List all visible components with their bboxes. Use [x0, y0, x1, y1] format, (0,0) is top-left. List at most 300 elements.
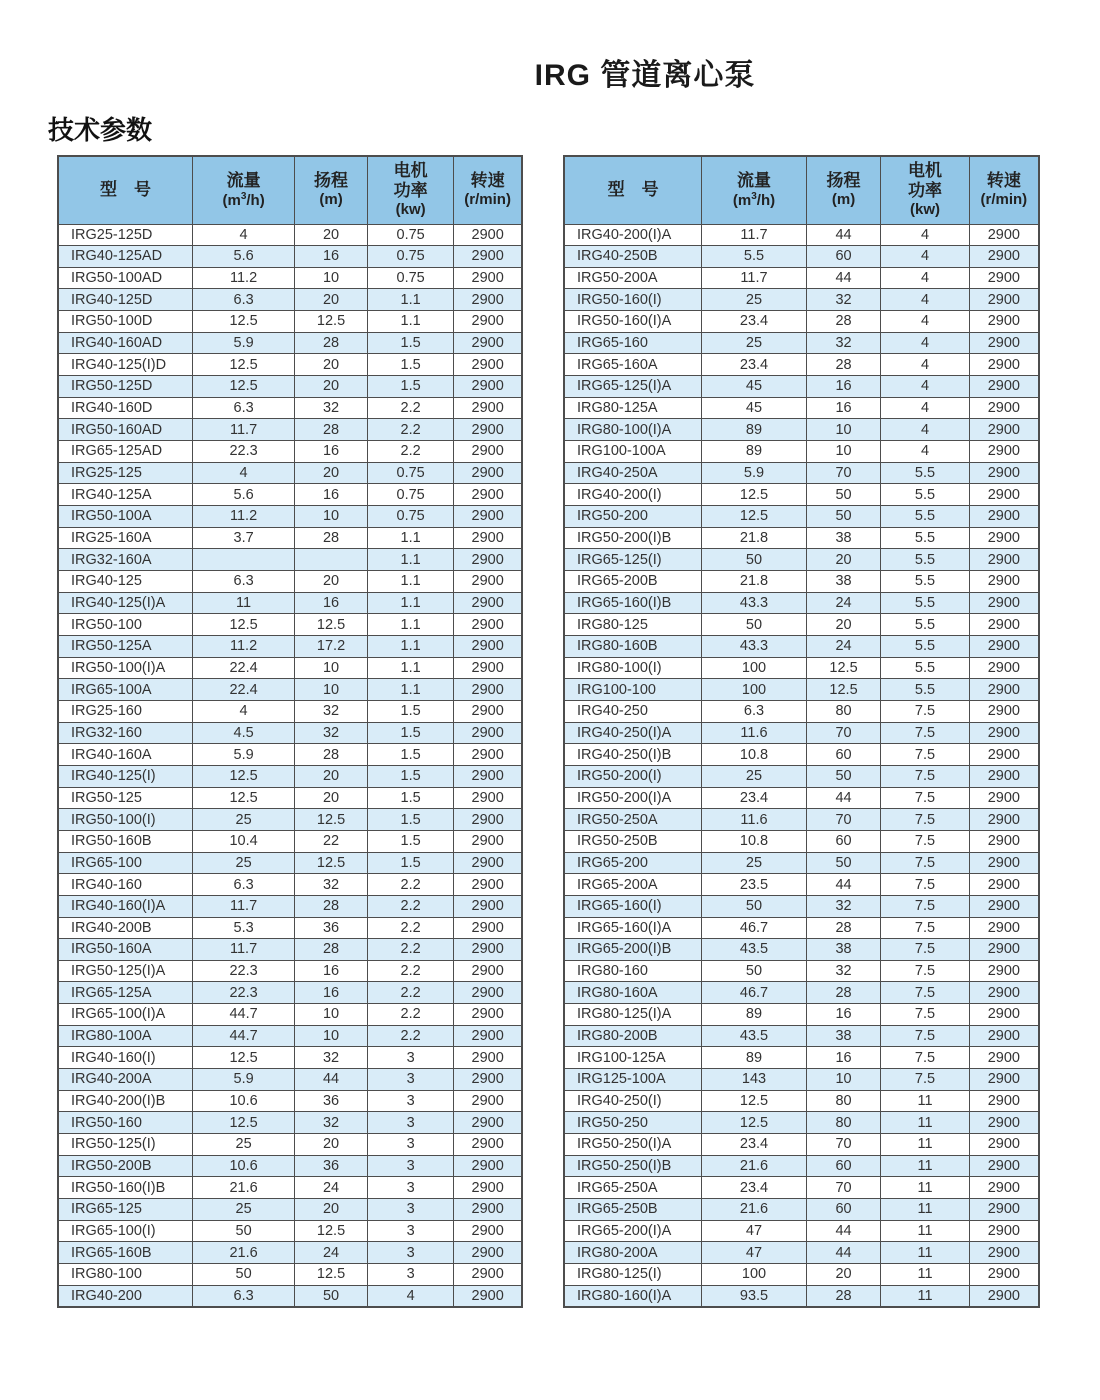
value-cell: 28: [295, 895, 368, 917]
value-cell: 7.5: [881, 939, 969, 961]
value-cell: 43.5: [702, 1025, 807, 1047]
table-row: [564, 917, 1039, 939]
speed-header-unit: (r/min): [464, 191, 511, 209]
value-cell: 2900: [454, 722, 522, 744]
model-cell: IRG40-250A: [564, 462, 702, 484]
value-cell: 1.5: [367, 744, 453, 766]
value-cell: 3: [367, 1134, 453, 1156]
value-cell: 4: [193, 462, 295, 484]
value-cell: 3: [367, 1112, 453, 1134]
table-row: [58, 1264, 522, 1286]
value-cell: 89: [702, 1047, 807, 1069]
value-cell: 16: [295, 246, 368, 268]
value-cell: 1.1: [367, 614, 453, 636]
value-cell: 16: [295, 592, 368, 614]
value-cell: 44: [806, 787, 881, 809]
value-cell: 5.5: [881, 679, 969, 701]
value-cell: 12.5: [702, 484, 807, 506]
value-cell: 6.3: [193, 571, 295, 593]
value-cell: 2900: [969, 1264, 1039, 1286]
value-cell: 2900: [454, 1090, 522, 1112]
value-cell: 10: [806, 441, 881, 463]
table-row: [58, 506, 522, 528]
value-cell: 11.2: [193, 635, 295, 657]
value-cell: 7.5: [881, 917, 969, 939]
value-cell: 20: [295, 462, 368, 484]
value-cell: 2900: [969, 982, 1039, 1004]
value-cell: 3: [367, 1090, 453, 1112]
value-cell: 2.2: [367, 874, 453, 896]
value-cell: 2900: [969, 1069, 1039, 1091]
table-row: [58, 462, 522, 484]
value-cell: 28: [806, 1285, 881, 1307]
value-cell: 2900: [969, 830, 1039, 852]
model-cell: IRG50-200A: [564, 267, 702, 289]
value-cell: 32: [806, 895, 881, 917]
value-cell: 16: [295, 982, 368, 1004]
value-cell: 2.2: [367, 1025, 453, 1047]
value-cell: 43.3: [702, 635, 807, 657]
model-cell: IRG50-160(I): [564, 289, 702, 311]
value-cell: 5.6: [193, 484, 295, 506]
model-cell: IRG80-160: [564, 960, 702, 982]
value-cell: 28: [295, 939, 368, 961]
value-cell: 2900: [454, 1004, 522, 1026]
model-cell: IRG40-125AD: [58, 246, 193, 268]
value-cell: 20: [295, 224, 368, 246]
value-cell: 2900: [969, 224, 1039, 246]
value-cell: 2900: [454, 960, 522, 982]
model-cell: IRG50-125(I): [58, 1134, 193, 1156]
value-cell: 25: [702, 289, 807, 311]
value-cell: 70: [806, 462, 881, 484]
value-cell: 7.5: [881, 830, 969, 852]
value-cell: 16: [295, 484, 368, 506]
table-row: [564, 1004, 1039, 1026]
model-cell: IRG65-125A: [58, 982, 193, 1004]
value-cell: 50: [702, 960, 807, 982]
model-cell: IRG65-100(I)A: [58, 1004, 193, 1026]
value-cell: 2900: [969, 397, 1039, 419]
value-cell: 10.8: [702, 830, 807, 852]
value-cell: 2900: [969, 246, 1039, 268]
value-cell: 12.5: [295, 1220, 368, 1242]
value-cell: 2900: [454, 874, 522, 896]
model-cell: IRG32-160: [58, 722, 193, 744]
column-header-model: [58, 156, 193, 224]
model-cell: IRG100-100A: [564, 441, 702, 463]
value-cell: 2900: [969, 1090, 1039, 1112]
value-cell: 4: [193, 700, 295, 722]
value-cell: 2900: [454, 939, 522, 961]
table-row: [564, 657, 1039, 679]
table-row: [564, 1155, 1039, 1177]
value-cell: 20: [295, 1199, 368, 1221]
value-cell: 20: [295, 765, 368, 787]
value-cell: 7.5: [881, 700, 969, 722]
value-cell: 38: [806, 1025, 881, 1047]
model-cell: IRG40-160D: [58, 397, 193, 419]
value-cell: 0.75: [367, 462, 453, 484]
value-cell: 1.5: [367, 830, 453, 852]
value-cell: 80: [806, 1112, 881, 1134]
power-header-label-1: 电机: [393, 161, 428, 181]
value-cell: 16: [806, 376, 881, 398]
table-row: [58, 1025, 522, 1047]
table-row: [58, 939, 522, 961]
value-cell: 2900: [969, 592, 1039, 614]
value-cell: 38: [806, 527, 881, 549]
value-cell: 2900: [969, 744, 1039, 766]
value-cell: 11: [881, 1199, 969, 1221]
table-row: [564, 635, 1039, 657]
value-cell: 1.1: [367, 679, 453, 701]
value-cell: 20: [295, 787, 368, 809]
value-cell: 2900: [969, 679, 1039, 701]
table-row: [564, 549, 1039, 571]
table-row: [58, 246, 522, 268]
value-cell: 10.6: [193, 1155, 295, 1177]
value-cell: 2900: [454, 224, 522, 246]
value-cell: 6.3: [193, 289, 295, 311]
model-cell: IRG80-100: [58, 1264, 193, 1286]
value-cell: 44.7: [193, 1025, 295, 1047]
table-row: [564, 1025, 1039, 1047]
table-row: [564, 809, 1039, 831]
value-cell: 50: [702, 895, 807, 917]
flow-header-unit: $(m^3/h)$: [222, 190, 265, 209]
model-cell: IRG40-160(I)A: [58, 895, 193, 917]
value-cell: 60: [806, 246, 881, 268]
value-cell: 43.3: [702, 592, 807, 614]
table-row: [564, 1264, 1039, 1286]
model-cell: IRG40-250(I): [564, 1090, 702, 1112]
value-cell: 89: [702, 419, 807, 441]
value-cell: 1.1: [367, 311, 453, 333]
value-cell: 28: [295, 527, 368, 549]
value-cell: 25: [193, 809, 295, 831]
model-cell: IRG50-125(I)A: [58, 960, 193, 982]
value-cell: 2900: [969, 700, 1039, 722]
value-cell: 50: [806, 484, 881, 506]
model-cell: IRG65-160A: [564, 354, 702, 376]
table-row: [58, 527, 522, 549]
value-cell: 38: [806, 939, 881, 961]
model-cell: IRG50-160(I)A: [564, 311, 702, 333]
value-cell: 2900: [969, 765, 1039, 787]
value-cell: 6.3: [193, 397, 295, 419]
model-cell: IRG50-200(I)A: [564, 787, 702, 809]
table-row: [564, 1069, 1039, 1091]
value-cell: 10: [295, 1025, 368, 1047]
value-cell: 44: [806, 1242, 881, 1264]
power-header-unit: (kw): [909, 201, 940, 219]
value-cell: 2900: [454, 852, 522, 874]
value-cell: 5.9: [193, 744, 295, 766]
table-row: [564, 1112, 1039, 1134]
value-cell: 25: [702, 852, 807, 874]
value-cell: 2900: [969, 1112, 1039, 1134]
value-cell: 36: [295, 917, 368, 939]
value-cell: 2900: [969, 1242, 1039, 1264]
value-cell: 36: [295, 1090, 368, 1112]
value-cell: 2900: [969, 960, 1039, 982]
value-cell: 1.1: [367, 527, 453, 549]
value-cell: 2.2: [367, 397, 453, 419]
value-cell: 20: [295, 376, 368, 398]
value-cell: 2900: [454, 1025, 522, 1047]
value-cell: 1.5: [367, 354, 453, 376]
value-cell: 16: [806, 397, 881, 419]
header-row: [564, 156, 1039, 224]
value-cell: 4: [881, 376, 969, 398]
value-cell: 50: [295, 1285, 368, 1307]
value-cell: 2900: [969, 419, 1039, 441]
value-cell: 24: [295, 1177, 368, 1199]
power-header-label-1: 电机: [907, 161, 942, 181]
value-cell: 24: [806, 592, 881, 614]
value-cell: 1.5: [367, 332, 453, 354]
model-cell: IRG50-160AD: [58, 419, 193, 441]
table-row: [564, 441, 1039, 463]
value-cell: 2900: [454, 679, 522, 701]
table-row: [58, 1285, 522, 1307]
column-header-flow: [193, 156, 295, 224]
value-cell: 46.7: [702, 982, 807, 1004]
value-cell: 1.5: [367, 787, 453, 809]
value-cell: 44: [806, 224, 881, 246]
value-cell: 21.6: [702, 1155, 807, 1177]
section-heading: 技术参数: [48, 115, 153, 145]
table-row: [564, 376, 1039, 398]
model-cell: IRG50-200: [564, 506, 702, 528]
value-cell: 2900: [969, 1004, 1039, 1026]
table-row: [58, 224, 522, 246]
value-cell: 5.5: [881, 614, 969, 636]
value-cell: 12.5: [193, 354, 295, 376]
model-cell: IRG50-200(I): [564, 765, 702, 787]
value-cell: 45: [702, 376, 807, 398]
value-cell: 2900: [454, 506, 522, 528]
value-cell: 2900: [454, 744, 522, 766]
value-cell: 23.4: [702, 1134, 807, 1156]
column-header-flow: [702, 156, 807, 224]
value-cell: 2900: [454, 441, 522, 463]
value-cell: 12.5: [702, 1112, 807, 1134]
table-row: [564, 1177, 1039, 1199]
value-cell: 2900: [969, 484, 1039, 506]
value-cell: 44: [806, 267, 881, 289]
model-cell: IRG50-250A: [564, 809, 702, 831]
value-cell: 45: [702, 397, 807, 419]
table-row: [564, 895, 1039, 917]
model-cell: IRG50-160(I)B: [58, 1177, 193, 1199]
value-cell: 2900: [969, 1134, 1039, 1156]
table-row: [58, 419, 522, 441]
model-cell: IRG65-250B: [564, 1199, 702, 1221]
value-cell: 2900: [454, 1134, 522, 1156]
value-cell: 3: [367, 1177, 453, 1199]
table-row: [58, 1047, 522, 1069]
table-row: [564, 397, 1039, 419]
column-header-power: [367, 156, 453, 224]
model-cell: IRG80-100A: [58, 1025, 193, 1047]
value-cell: 12.5: [193, 1047, 295, 1069]
value-cell: 10: [295, 679, 368, 701]
value-cell: 2900: [969, 462, 1039, 484]
power-header-label-2: 功率: [907, 181, 942, 201]
table-row: [58, 1199, 522, 1221]
value-cell: 1.1: [367, 657, 453, 679]
value-cell: 32: [806, 332, 881, 354]
value-cell: 5.5: [702, 246, 807, 268]
value-cell: 12.5: [806, 679, 881, 701]
value-cell: 7.5: [881, 852, 969, 874]
model-cell: IRG50-100(I)A: [58, 657, 193, 679]
value-cell: 70: [806, 1177, 881, 1199]
value-cell: 2900: [969, 895, 1039, 917]
value-cell: 4: [881, 311, 969, 333]
model-cell: IRG50-250: [564, 1112, 702, 1134]
value-cell: 1.5: [367, 376, 453, 398]
model-cell: IRG40-125(I)D: [58, 354, 193, 376]
value-cell: 2900: [454, 657, 522, 679]
value-cell: 4: [881, 419, 969, 441]
model-cell: IRG40-160: [58, 874, 193, 896]
value-cell: 50: [806, 765, 881, 787]
model-cell: IRG40-125: [58, 571, 193, 593]
value-cell: 2.2: [367, 441, 453, 463]
model-cell: IRG50-160A: [58, 939, 193, 961]
table-row: [564, 744, 1039, 766]
model-cell: IRG125-100A: [564, 1069, 702, 1091]
head-header-label: 扬程: [314, 171, 349, 191]
table-row: [564, 722, 1039, 744]
table-row: [58, 809, 522, 831]
value-cell: 2900: [969, 1025, 1039, 1047]
value-cell: 2900: [454, 592, 522, 614]
table-row: [564, 267, 1039, 289]
value-cell: 7.5: [881, 787, 969, 809]
table-row: [58, 830, 522, 852]
table-row: [58, 1004, 522, 1026]
value-cell: 3.7: [193, 527, 295, 549]
table-row: [564, 614, 1039, 636]
table-row: [58, 571, 522, 593]
header-row: [58, 156, 522, 224]
value-cell: 12.5: [193, 376, 295, 398]
value-cell: 11: [881, 1134, 969, 1156]
table-row: [58, 311, 522, 333]
value-cell: 2900: [454, 484, 522, 506]
table-header: [58, 156, 522, 224]
value-cell: 2900: [454, 311, 522, 333]
value-cell: 11.7: [702, 267, 807, 289]
table-row: [564, 592, 1039, 614]
table-row: [58, 722, 522, 744]
table-row: [564, 527, 1039, 549]
value-cell: 11.7: [193, 419, 295, 441]
model-cell: IRG80-125(I)A: [564, 1004, 702, 1026]
model-cell: IRG25-160A: [58, 527, 193, 549]
value-cell: 50: [702, 549, 807, 571]
value-cell: 12.5: [295, 614, 368, 636]
value-cell: 2900: [969, 354, 1039, 376]
value-cell: 0.75: [367, 484, 453, 506]
value-cell: 4.5: [193, 722, 295, 744]
value-cell: 2900: [454, 527, 522, 549]
value-cell: 11.6: [702, 809, 807, 831]
table-row: [58, 1090, 522, 1112]
value-cell: 23.4: [702, 311, 807, 333]
table-row: [564, 332, 1039, 354]
value-cell: 12.5: [806, 657, 881, 679]
flow-header-label: 流量: [737, 170, 771, 190]
value-cell: 28: [806, 311, 881, 333]
value-cell: 2900: [969, 1177, 1039, 1199]
model-cell: IRG50-250(I)B: [564, 1155, 702, 1177]
table-row: [58, 267, 522, 289]
value-cell: 3: [367, 1047, 453, 1069]
value-cell: 2900: [969, 441, 1039, 463]
table-row: [564, 1047, 1039, 1069]
value-cell: 4: [881, 354, 969, 376]
model-cell: IRG100-100: [564, 679, 702, 701]
value-cell: 93.5: [702, 1285, 807, 1307]
table-row: [58, 354, 522, 376]
value-cell: 2900: [969, 289, 1039, 311]
value-cell: 2900: [454, 246, 522, 268]
value-cell: 2900: [969, 722, 1039, 744]
value-cell: 2.2: [367, 939, 453, 961]
value-cell: 7.5: [881, 809, 969, 831]
value-cell: 2900: [969, 1155, 1039, 1177]
value-cell: 60: [806, 1199, 881, 1221]
value-cell: 11.2: [193, 506, 295, 528]
table-row: [58, 635, 522, 657]
table-row: [58, 1112, 522, 1134]
value-cell: 2900: [454, 700, 522, 722]
value-cell: 32: [295, 397, 368, 419]
value-cell: 6.3: [702, 700, 807, 722]
value-cell: 12.5: [193, 787, 295, 809]
model-cell: IRG65-160(I): [564, 895, 702, 917]
table-row: [58, 874, 522, 896]
value-cell: 1.5: [367, 852, 453, 874]
value-cell: 2900: [969, 311, 1039, 333]
value-cell: 4: [881, 267, 969, 289]
value-cell: 5.5: [881, 462, 969, 484]
value-cell: 16: [806, 1047, 881, 1069]
value-cell: 70: [806, 809, 881, 831]
value-cell: 100: [702, 1264, 807, 1286]
value-cell: 2900: [969, 657, 1039, 679]
model-cell: IRG65-125(I): [564, 549, 702, 571]
value-cell: 1.1: [367, 571, 453, 593]
value-cell: 80: [806, 1090, 881, 1112]
value-cell: 10: [295, 1004, 368, 1026]
value-cell: 2900: [454, 635, 522, 657]
value-cell: 60: [806, 1155, 881, 1177]
value-cell: 7.5: [881, 744, 969, 766]
value-cell: 3: [367, 1242, 453, 1264]
model-cell: IRG50-125A: [58, 635, 193, 657]
value-cell: 7.5: [881, 895, 969, 917]
value-cell: 2900: [454, 462, 522, 484]
table-row: [58, 982, 522, 1004]
value-cell: 16: [806, 1004, 881, 1026]
table-row: [58, 484, 522, 506]
